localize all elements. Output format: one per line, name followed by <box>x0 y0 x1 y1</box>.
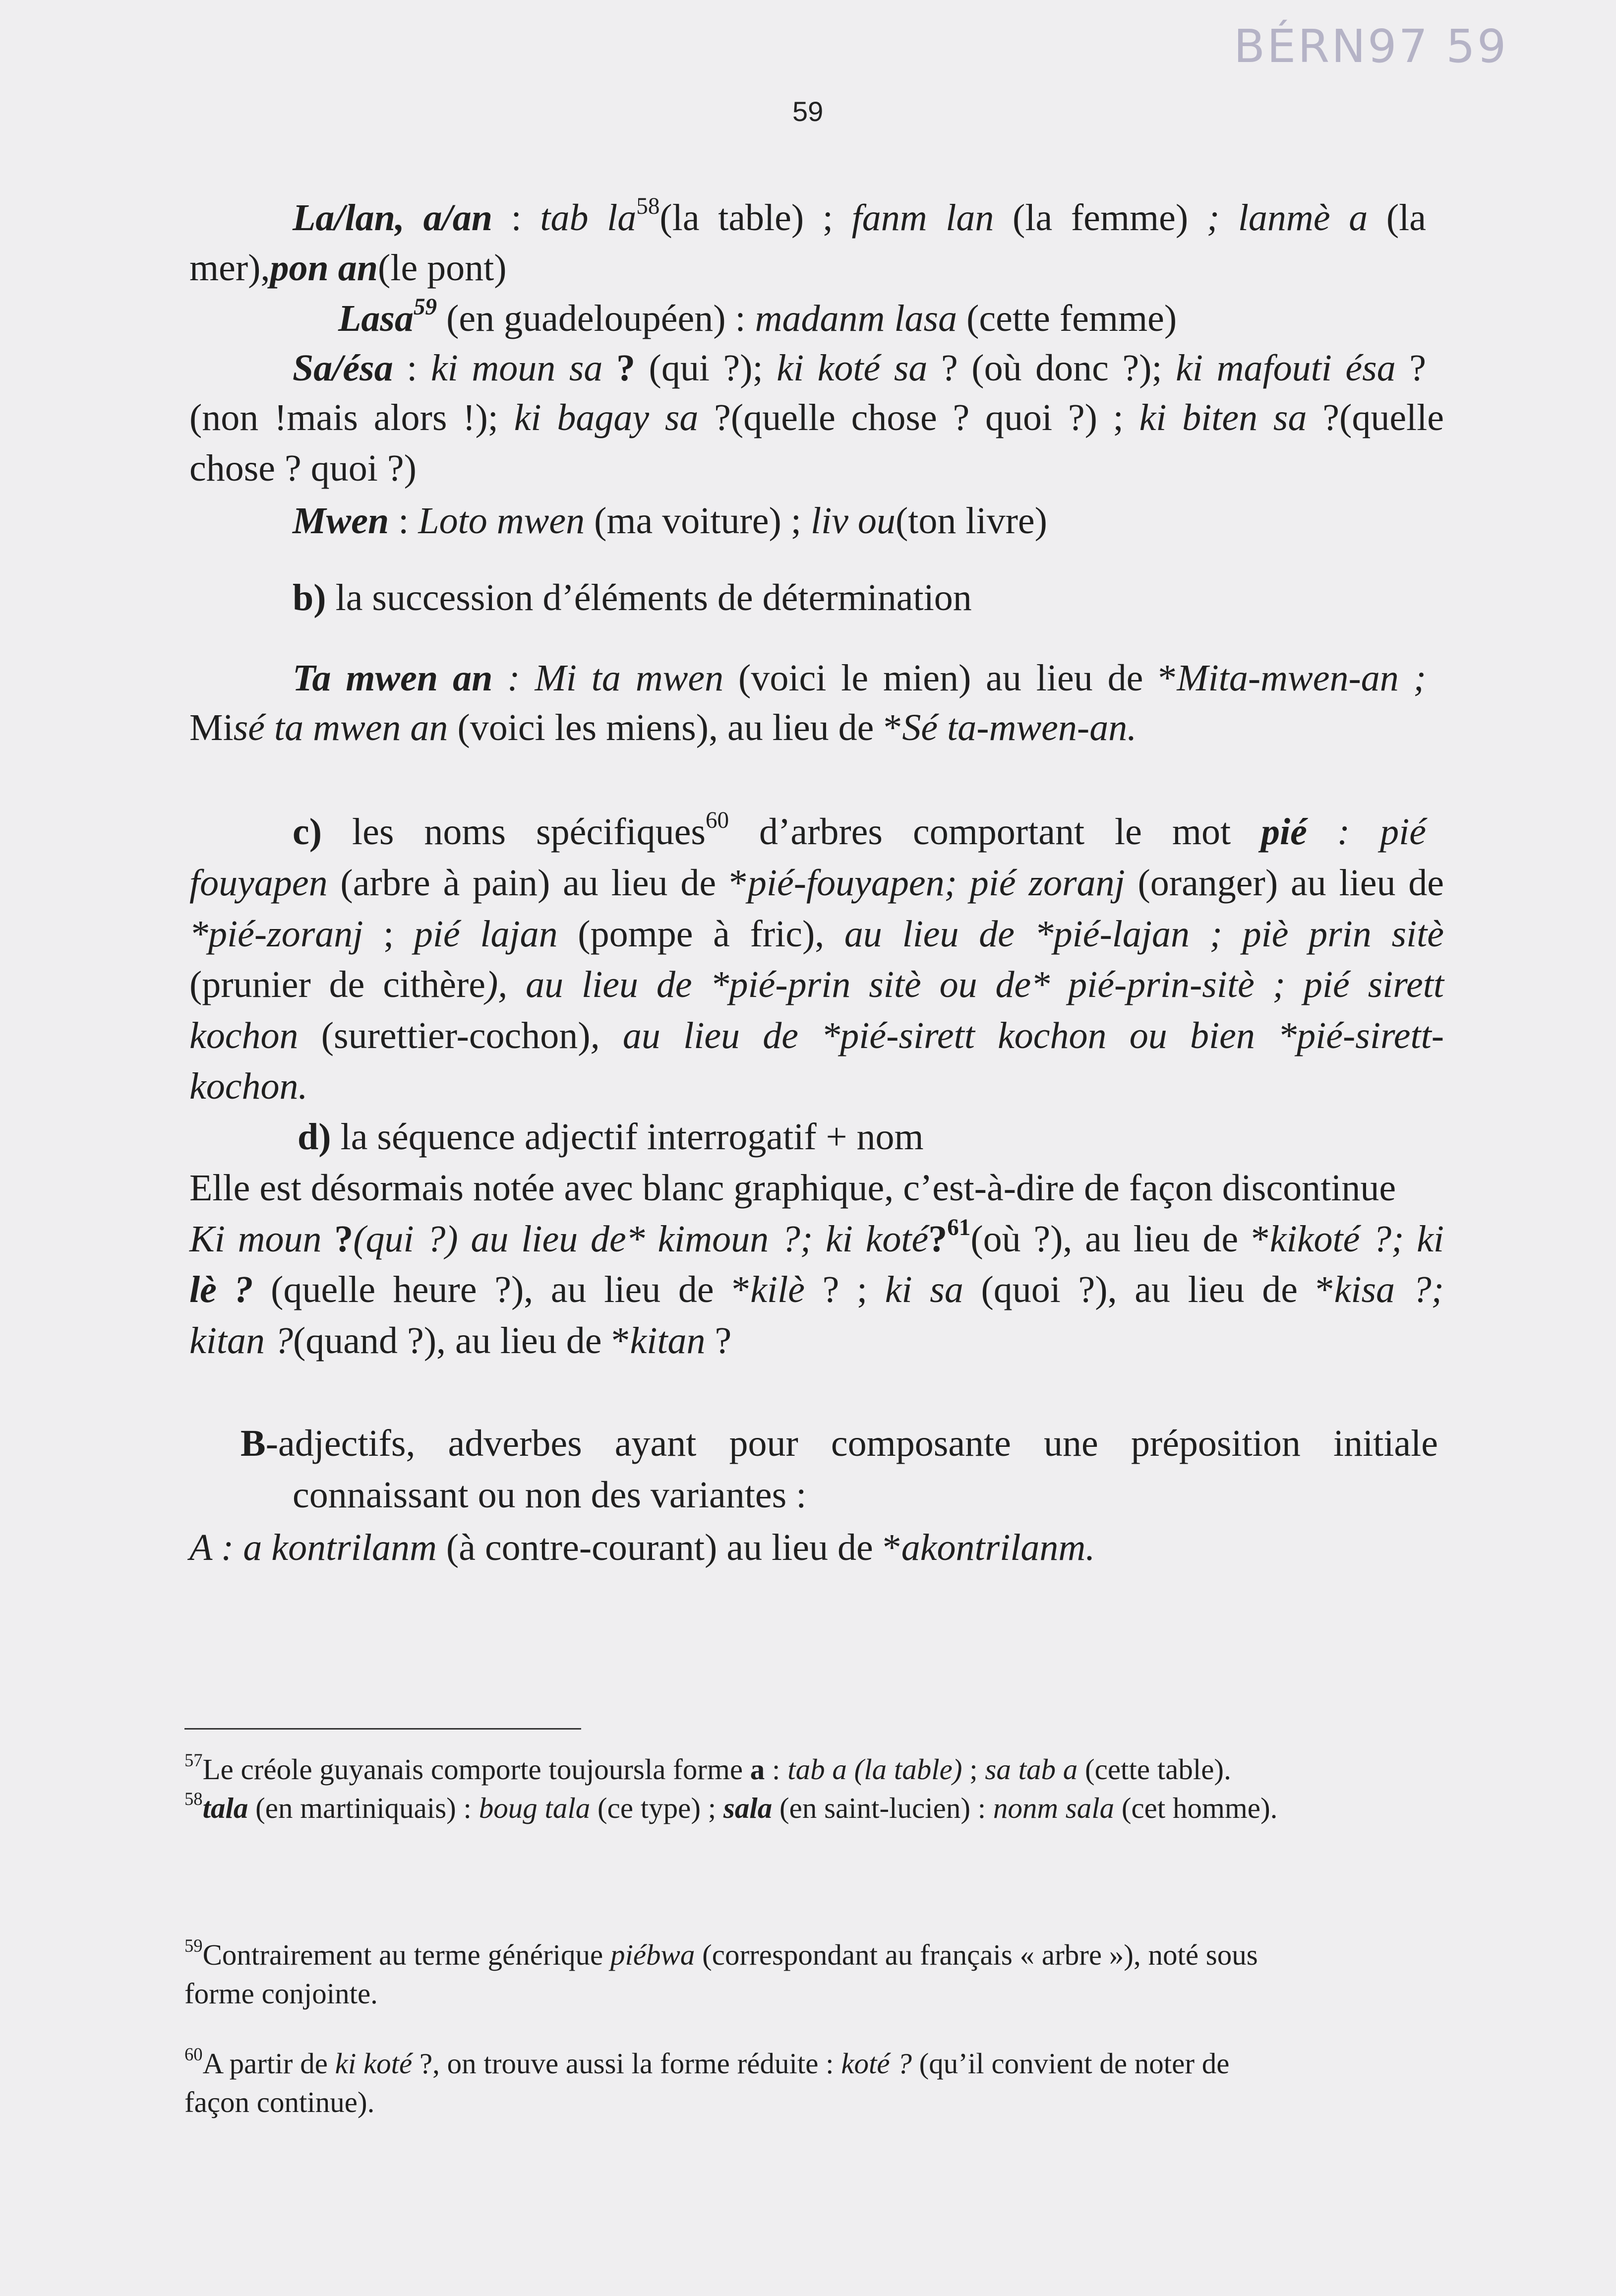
text-line: kitan ?(quand ?), au lieu de *kitan ? <box>189 1320 732 1362</box>
text-line: kochon (surettier-cochon), au lieu de *pié-sirett kochon ou bien *pié-sirett- <box>189 1015 1444 1056</box>
text-line: B-adjectifs, adverbes ayant pour composante une préposition initiale <box>240 1423 1438 1464</box>
text-line: (non !mais alors !); ki bagay sa ?(quelle chose ? quoi ?) ; ki biten sa ?(quelle <box>189 397 1444 438</box>
text-line: *pié-zoranj ; pié lajan (pompe à fric), au lieu de *pié-lajan ; piè prin sitè <box>189 913 1444 955</box>
footnote-58: $^{58}$tala (en martiniquais) : boug tala (ce type) ; sala (en saint-lucien) : nonm sala (cet homme). <box>184 1788 1278 1824</box>
text-line: fouyapen (arbre à pain) au lieu de *pié-fouyapen; pié zoranj (oranger) au lieu de <box>189 862 1444 904</box>
text-line: mer),pon an(le pont) <box>189 247 507 289</box>
text-line: Misé ta mwen an (voici les miens), au lieu de *Sé ta-mwen-an. <box>189 707 1137 748</box>
text-line: kochon. <box>189 1065 308 1107</box>
text-line: (prunier de cithère), au lieu de *pié-prin sitè ou de* pié-prin-sitè ; pié sirett <box>189 964 1444 1005</box>
footnote-60: $^{60}$A partir de ki koté ?, on trouve aussi la forme réduite : koté ? (qu’il convient de noter de <box>184 2044 1230 2080</box>
footnote-59: $^{59}$Contrairement au terme générique piébwa (correspondant au français « arbre »), noté sous <box>184 1935 1258 1971</box>
text-line: Ta mwen an : Mi ta mwen (voici le mien) au lieu de *Mita-mwen-an ; <box>293 657 1426 699</box>
text-line: Sa/ésa : ki moun sa ? (qui ?); ki koté sa ? (où donc ?); ki mafouti ésa ? <box>293 347 1427 389</box>
page-number: 59 <box>792 96 824 127</box>
text-line: Mwen : Loto mwen (ma voiture) ; liv ou(ton livre) <box>293 500 1047 542</box>
text-line: c) les noms spécifiques$^{60}$ d’arbres comportant le mot pié : pié <box>293 807 1426 853</box>
text-line: lè ? (quelle heure ?), au lieu de *kilè ? ; ki sa (quoi ?), au lieu de *kisa ?; <box>189 1269 1444 1310</box>
footnote-60-continued: façon continue). <box>184 2086 375 2118</box>
section-heading-b: b) la succession d’éléments de détermination <box>293 577 972 619</box>
handwritten-annotation: BÉRN97 59 <box>1234 20 1508 73</box>
text-line: Lasa$^{59}$ (en guadeloupéen) : madanm lasa (cette femme) <box>338 294 1177 339</box>
footnote-divider <box>184 1728 581 1730</box>
text-line: Elle est désormais notée avec blanc graphique, c’est-à-dire de façon discontinue <box>189 1167 1396 1209</box>
footnote-57: $^{57}$Le créole guyanais comporte toujoursla forme a : tab a (la table) ; sa tab a (cette table). <box>184 1749 1231 1786</box>
footnote-59-continued: forme conjointe. <box>184 1977 378 2010</box>
text-line: Ki moun ?(qui ?) au lieu de* kimoun ?; ki koté?$^{61}$(où ?), au lieu de *kikoté ?; ki <box>189 1214 1444 1260</box>
section-heading-d: d) la séquence adjectif interrogatif + nom <box>298 1116 924 1158</box>
text-line: A : a kontrilanm (à contre-courant) au lieu de *akontrilanm. <box>189 1527 1095 1568</box>
text-line: connaissant ou non des variantes : <box>293 1474 807 1516</box>
text-line: La/lan, a/an : tab $la^{58}(la$ table) ; fanm lan (la femme) ; lanmè a (la <box>293 193 1427 239</box>
text-line: chose ? quoi ?) <box>189 447 417 489</box>
